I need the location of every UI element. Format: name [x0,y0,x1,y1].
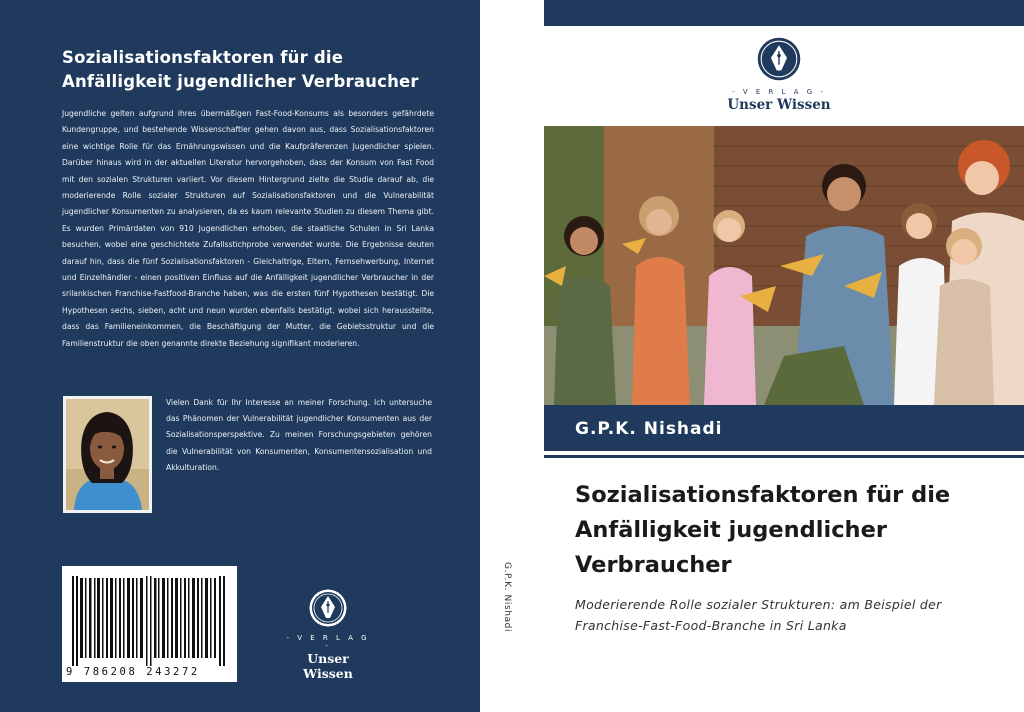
publisher-verlag-label: - V E R L A G - [286,634,370,650]
divider-rule [544,455,1024,458]
author-bio: Vielen Dank für Ihr Interesse an meiner Forschung. Ich untersuche das Phänomen der Vulnerabilität jugendlicher Konsumenten aus der Sozialisationsperspektive. Zu meinen Forschungsgebieten gehören die Vulnerabilität von Konsumenten, Konsumentensozialisation und Akkulturation. [166,398,432,472]
publisher-verlag-label: - V E R L A G - [732,88,826,96]
back-cover [0,0,480,712]
front-cover-title: Sozialisationsfaktoren für die Anfälligkeit jugendlicher Verbraucher [575,482,951,578]
fountain-pen-nib-logo-icon [756,36,802,82]
author-portrait-drawing [66,399,149,510]
fountain-pen-nib-logo-icon [308,588,348,628]
publisher-name: Unser Wissen [727,97,831,113]
front-cover [544,0,1024,712]
author-banner [544,405,1024,451]
back-cover-blurb: Jugendliche gelten aufgrund ihres übermäßigen Fast-Food-Konsums als besonders gefährdete Kundengruppe, und bestehende Wissenschaftler gehen davon aus, dass Sozialisationsfaktoren eine wichtige Rolle für das Ernährungswissen und die Kaufpräferenzen Jugendlicher spielen. Darüber hinaus wird in der aktuellen Literatur hervorgehoben, dass der Konsum von Fast Food mit den sozialen Strukturen variiert. Vor diesem Hintergrund zielte die Studie darauf ab, die moderierende Rolle sozialer Strukturen auf Sozialisationsfaktoren und die Vulnerabilität jugendlicher Konsumenten zu analysieren, da es kaum relevante Studien zu diesem Thema gibt. Es wurden Primärdaten von 910 Jugendlichen erhoben, die staatliche Schulen in Sri Lanka besuchen, wobei eine geschichtete Zufallsstichprobe verwendet wurde. Die Ergebnisse deuten darauf hin, dass die fünf Sozialisationsfaktoren - Gleichaltrige, Eltern, Fernsehwerbung, Internet und Einzelhändler - einen positiven Einfluss auf die Anfälligkeit jugendlicher Verbraucher in der srilankischen Franchise-Fastfood-Branche haben, was die ersten fünf Hypothesen bestätigt. Die Hypothesen sechs, sieben, acht und neun wurden ebenfalls bestätigt, wobei sich herausstellte, dass das Familieneinkommen, die Beschäftigung der Mutter, die Gebietsstruktur und die Familienstruktur die oben genannte direkte Beziehung signifikant moderieren. [62,109,434,348]
isbn-barcode [62,566,237,682]
author-portrait [63,396,152,513]
barcode-bars [62,566,237,682]
cover-photo-illustration [544,126,1024,405]
spine-author: G.P.K. Nishadi [502,562,512,633]
publisher-logo-front [724,36,834,113]
back-cover-title: Sozialisationsfaktoren für die Anfälligkeit jugendlicher Verbraucher [62,48,419,91]
publisher-name: Unser Wissen [303,651,353,681]
isbn-digits: 9 786208 243272 [66,666,200,678]
cover-photo-family-eating-pizza [544,126,1024,405]
publisher-logo-back [283,588,373,681]
front-author-name: G.P.K. Nishadi [575,419,723,439]
book-spine [480,0,544,712]
top-color-band [544,0,1024,26]
front-cover-subtitle: Moderierende Rolle sozialer Strukturen: am Beispiel der Franchise-Fast-Food-Branche in Sri Lanka [575,597,942,633]
